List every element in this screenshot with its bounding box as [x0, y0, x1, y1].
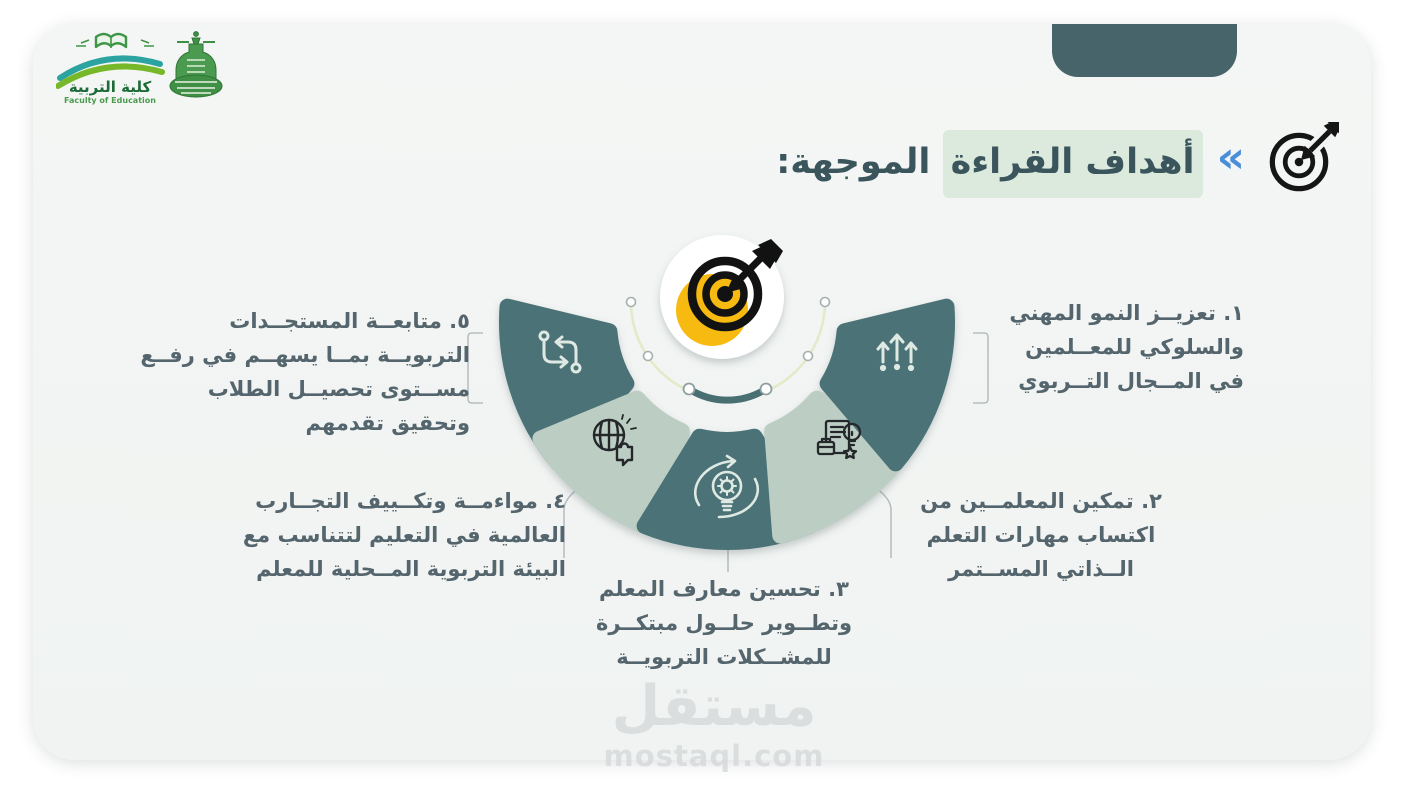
bullseye-dart-icon: [660, 235, 784, 359]
title-rest: الموجهة:: [776, 142, 931, 182]
slide-title-row: [776, 120, 1339, 204]
top-right-tab: [1052, 24, 1237, 77]
faculty-logo-arabic-text: كلية التربية: [68, 78, 152, 96]
double-chevron-icon: «: [1216, 132, 1245, 183]
page-title: أهداف القراءة‏ الموجهة:: [776, 142, 1202, 182]
dark-arc: [689, 389, 766, 400]
goal-4-caption: ٤. مواءمــة وتكــييف التجــارب العالمية في التعليم لتتناسب مع البيئة التربوية المــحلية للمعلم: [242, 489, 566, 582]
faculty-logo-english-text: Faculty of Education: [64, 96, 156, 105]
open-book-icon: [76, 34, 154, 48]
king-abdulaziz-university-logo: [165, 30, 227, 104]
target-dart-icon: [1259, 122, 1339, 202]
goal-5-caption: ٥. متابعــة المستجــدات التربويــة بمــا يسهــم في رفــع مســتوى تحصيــل الطلاب وتحقيق تقدمهم: [140, 309, 470, 436]
goal-2-caption: ٢. تمكين المعلمــين من اكتساب مهارات التعلم الــذاتي المســتمر: [920, 489, 1162, 582]
watermark-arabic: مستقل: [611, 674, 817, 739]
watermark-latin: mostaql.com: [603, 738, 825, 773]
title-highlighted-part: أهداف القراءة: [943, 130, 1203, 198]
goal-1-caption: ١. تعزيــز النمو المهني والسلوكي للمعــلمين في المــجال التــربوي: [1009, 301, 1244, 394]
goal-3-caption: ٣. تحسين معارف المعلم وتطــوير حلــول مبتكــرة للمشــكلات التربويــة: [595, 577, 853, 670]
watermark: [564, 674, 864, 773]
